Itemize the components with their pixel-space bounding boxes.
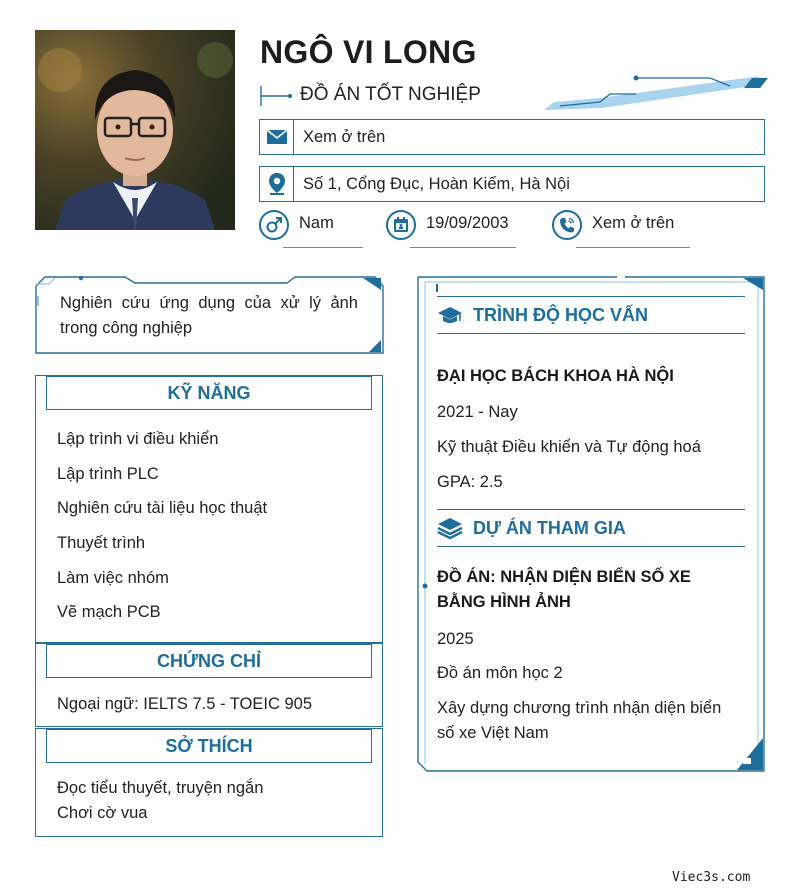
certificates-panel	[35, 643, 383, 727]
project-type: Đồ án môn học 2	[437, 664, 563, 682]
certificates-list	[57, 695, 312, 714]
birthday-item	[386, 210, 516, 250]
gender-icon	[265, 216, 283, 234]
certificate-item: Ngoại ngữ: IELTS 7.5 - TOEIC 905	[57, 695, 313, 713]
hobbies-panel	[35, 728, 383, 837]
hobbies-list	[57, 779, 263, 829]
subtitle-connector-decoration	[260, 86, 294, 106]
education-major: Kỹ thuật Điều khiển và Tự động hoá	[437, 438, 701, 456]
certificates-title: CHỨNG CHỈ	[46, 644, 372, 678]
project-year: 2025	[437, 630, 474, 648]
hobby-item: Chơi cờ vua	[57, 804, 148, 822]
skill-item: Lập trình PLC	[57, 464, 159, 483]
address-value: Số 1, Cổng Đục, Hoàn Kiếm, Hà Nội	[303, 174, 570, 193]
full-name: NGÔ VI LONG	[260, 34, 477, 70]
calendar-icon	[392, 216, 410, 234]
project-name: ĐỒ ÁN: NHẬN DIỆN BIỂN SỐ XE BẰNG HÌNH ẢNH	[437, 568, 691, 611]
phone-icon	[558, 216, 576, 234]
skills-title: KỸ NĂNG	[46, 376, 372, 410]
location-pin-icon	[267, 172, 287, 196]
skills-list	[57, 430, 267, 638]
email-value: Xem ở trên	[303, 127, 386, 146]
phone-item	[552, 210, 690, 250]
skills-panel	[35, 375, 383, 643]
phone-value: Xem ở trên	[592, 214, 675, 232]
job-title: ĐỒ ÁN TỐT NGHIỆP	[300, 84, 481, 105]
school-name: ĐẠI HỌC BÁCH KHOA HÀ NỘI	[437, 367, 674, 385]
birthday-value: 19/09/2003	[426, 214, 509, 232]
projects-title: DỰ ÁN THAM GIA	[473, 517, 626, 538]
gender-item	[259, 210, 363, 250]
profile-photo	[35, 30, 235, 230]
layers-icon	[437, 516, 463, 540]
email-box	[259, 119, 765, 155]
address-box	[259, 166, 765, 202]
skill-item: Làm việc nhóm	[57, 568, 169, 587]
gender-underline	[283, 247, 363, 248]
skill-item: Thuyết trình	[57, 534, 146, 553]
education-period: 2021 - Nay	[437, 403, 518, 421]
hobbies-title: SỞ THÍCH	[46, 729, 372, 763]
skill-item: Vẽ mạch PCB	[57, 603, 161, 622]
hobby-item: Đọc tiểu thuyết, truyện ngắn	[57, 779, 264, 797]
footer-watermark: Viec3s.com	[672, 870, 751, 885]
skill-item: Lập trình vi điều khiển	[57, 430, 219, 448]
project-description: Xây dựng chương trình nhận diện biển số xe Việt Nam	[437, 699, 722, 742]
objective-text: Nghiên cứu ứng dụng của xử lý ảnh trong công nghiệp	[60, 294, 358, 337]
gender-value: Nam	[299, 214, 334, 232]
education-title: TRÌNH ĐỘ HỌC VẤN	[473, 304, 648, 325]
education-gpa: GPA: 2.5	[437, 473, 503, 491]
circuit-decoration	[540, 72, 772, 116]
graduation-cap-icon	[437, 304, 463, 326]
education-header	[437, 296, 745, 334]
birthday-underline	[410, 247, 516, 248]
objective-box	[35, 276, 384, 354]
phone-underline	[576, 247, 690, 248]
projects-header	[437, 509, 745, 547]
skill-item: Nghiên cứu tài liệu học thuật	[57, 499, 268, 518]
envelope-icon	[266, 129, 288, 145]
